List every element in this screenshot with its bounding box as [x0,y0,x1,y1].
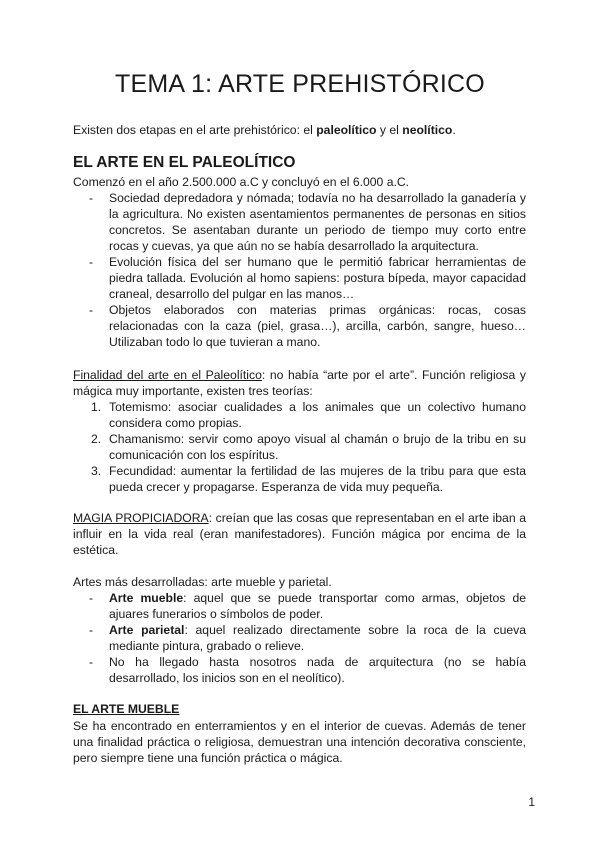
finalidad-text: : no había “arte por el arte”. Función religiosa y mágica muy importante, existen tres teorías: [73,368,526,398]
list-item-text: Totemismo: asociar cualidades a los animales que un colectivo humano considera como propias. [109,400,526,430]
list-item [89,302,526,350]
bullet-text: No ha llegado hasta nosotros nada de arquitectura (no se había desarrollado, los inicios son en el neolítico). [109,655,526,685]
list-item [91,399,526,431]
bullet-marker: - [89,303,94,317]
teorias-numbered-list [91,399,526,495]
finalidad-label: Finalidad del arte en el Paleolítico [73,368,262,382]
list-number: 1. [91,400,102,414]
section-heading-arte-mueble: EL ARTE MUEBLE [73,702,180,716]
list-item [91,431,526,463]
bullet-text: Objetos elaborados con materias primas orgánicas: rocas, cosas relacionadas con la caza (piel, grasa…), arcilla, carbón, sangre, hueso… Utilizaban todo lo que tuvieran a mano. [109,303,526,349]
paleolitico-bullet-list [89,190,526,350]
list-item [89,622,527,654]
artes-intro: Artes más desarrolladas: arte mueble y parietal. [73,575,332,589]
bullet-bold-term: Arte parietal [109,623,185,637]
list-item [91,463,526,495]
list-number: 3. [91,464,102,478]
intro-post: . [452,123,456,137]
bullet-marker: - [89,191,94,205]
list-item [89,190,526,254]
bullet-text: : aquel realizado directamente sobre la roca de la cueva mediante pintura, grabado o relieve. [109,623,527,653]
intro-pre: Existen dos etapas en el arte prehistórico: el [73,123,317,137]
magia-paragraph [73,510,526,558]
bullet-marker: - [89,255,94,269]
list-item [89,254,526,302]
page-number: 1 [528,795,535,809]
bullet-text: : aquel que se puede transportar como armas, objetos de ajuares funerarios o símbolos de poder. [109,591,526,621]
finalidad-paragraph [73,367,526,399]
section-heading-paleolitico: EL ARTE EN EL PALEOLÍTICO [73,154,296,171]
list-item-text: Fecundidad: aumentar la fertilidad de las mujeres de la tribu para que esta pueda crecer y propagarse. Esperanza de vida muy pequeña. [109,464,526,494]
intro-neolitico: neolítico [402,123,453,137]
intro-paragraph [73,122,533,138]
magia-label: MAGIA PROPICIADORA [73,511,209,525]
bullet-marker: - [89,655,94,669]
intro-mid: y el [376,123,403,137]
arte-mueble-paragraph: Se ha encontrado en enterramientos y en el interior de cuevas. Además de tener una finalidad práctica o religiosa, demuestran una intención decorativa consciente, pero siempre tiene una función práctica o mágica. [73,719,526,765]
bullet-text: Sociedad depredadora y nómada; todavía no ha desarrollado la ganadería y la agricultura. No existen asentamientos permanentes de personas en sitios concretos. Se asentaban durante un periodo de tiempo muy corto entre rocas y cuevas, ya que aún no se había desarrollado la arquitectura. [109,191,526,253]
list-item [89,590,526,622]
bullet-text: Evolución física del ser humano que le permitió fabricar herramientas de piedra tallada. Evolución al homo sapiens: postura bípeda, mayor capacidad craneal, desarrollo del pulgar en las manos… [109,255,526,301]
list-item [89,654,526,686]
section-subtitle: Comenzó en el año 2.500.000 a.C y concluyó en el 6.000 a.C. [73,175,410,189]
page-title: TEMA 1: ARTE PREHISTÓRICO [115,70,485,98]
bullet-bold-term: Arte mueble [109,591,184,605]
artes-bullet-list [89,590,527,686]
magia-text: : creían que las cosas que representaban en el arte iban a influir en la vida real (eran manifestadores). Función mágica por encima de la estética. [73,511,526,557]
list-number: 2. [91,432,102,446]
bullet-marker: - [89,591,94,605]
list-item-text: Chamanismo: servir como apoyo visual al chamán o brujo de la tribu en su comunicación con los espíritus. [109,432,526,462]
bullet-marker: - [89,623,94,637]
intro-paleolitico: paleolítico [316,123,377,137]
